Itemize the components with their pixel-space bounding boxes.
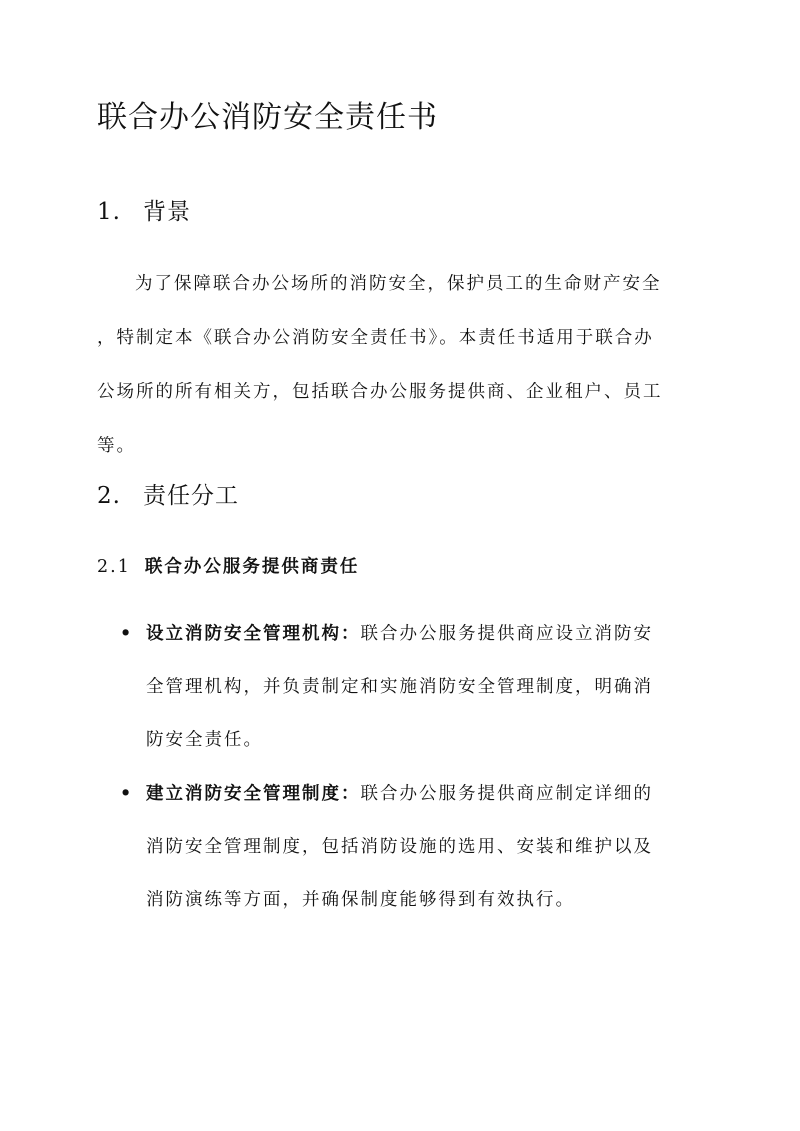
bullet-line: 消防演练等方面，并确保制度能够得到有效执行。 xyxy=(146,890,575,910)
section-heading-background xyxy=(97,196,191,228)
bullet-first-line: 联合办公服务提供商应制定详细的 xyxy=(360,784,653,804)
paragraph-line: 等。 xyxy=(97,436,136,456)
bullet-line: 消防安全管理制度，包括消防设施的选用、安装和维护以及 xyxy=(146,837,653,857)
bullet-body xyxy=(146,768,706,927)
section-number: 2. xyxy=(97,483,121,509)
bullet-lead: 建立消防安全管理制度： xyxy=(146,784,361,804)
bullet-marker: • xyxy=(120,624,134,644)
paragraph-line: ，特制定本《联合办公消防安全责任书》。本责任书适用于联合办 xyxy=(97,328,654,348)
bullet-body xyxy=(146,608,706,767)
subsection-heading xyxy=(97,552,359,582)
bullet-line xyxy=(146,608,706,661)
bullet-first-line: 联合办公服务提供商应设立消防安 xyxy=(360,624,653,644)
background-paragraph xyxy=(97,257,707,473)
bullet-line: 全管理机构，并负责制定和实施消防安全管理制度，明确消 xyxy=(146,677,653,697)
paragraph-line: 公场所的所有相关方，包括联合办公服务提供商、企业租户、员工 xyxy=(97,382,663,402)
section-number: 1. xyxy=(97,199,121,225)
bullet-line xyxy=(146,768,706,821)
bullet-marker: • xyxy=(120,784,134,804)
subsection-number: 2.1 xyxy=(97,557,131,577)
subsection-heading-text: 联合办公服务提供商责任 xyxy=(144,557,360,577)
paragraph-line: 为了保障联合办公场所的消防安全，保护员工的生命财产安全 xyxy=(135,274,662,294)
section-heading-text: 责任分工 xyxy=(142,483,239,509)
bullet-line: 防安全责任。 xyxy=(146,730,263,750)
document-title: 联合办公消防安全责任书 xyxy=(97,100,438,135)
section-heading-responsibilities xyxy=(97,480,239,512)
bullet-lead: 设立消防安全管理机构： xyxy=(146,624,361,644)
section-heading-text: 背景 xyxy=(142,199,191,225)
